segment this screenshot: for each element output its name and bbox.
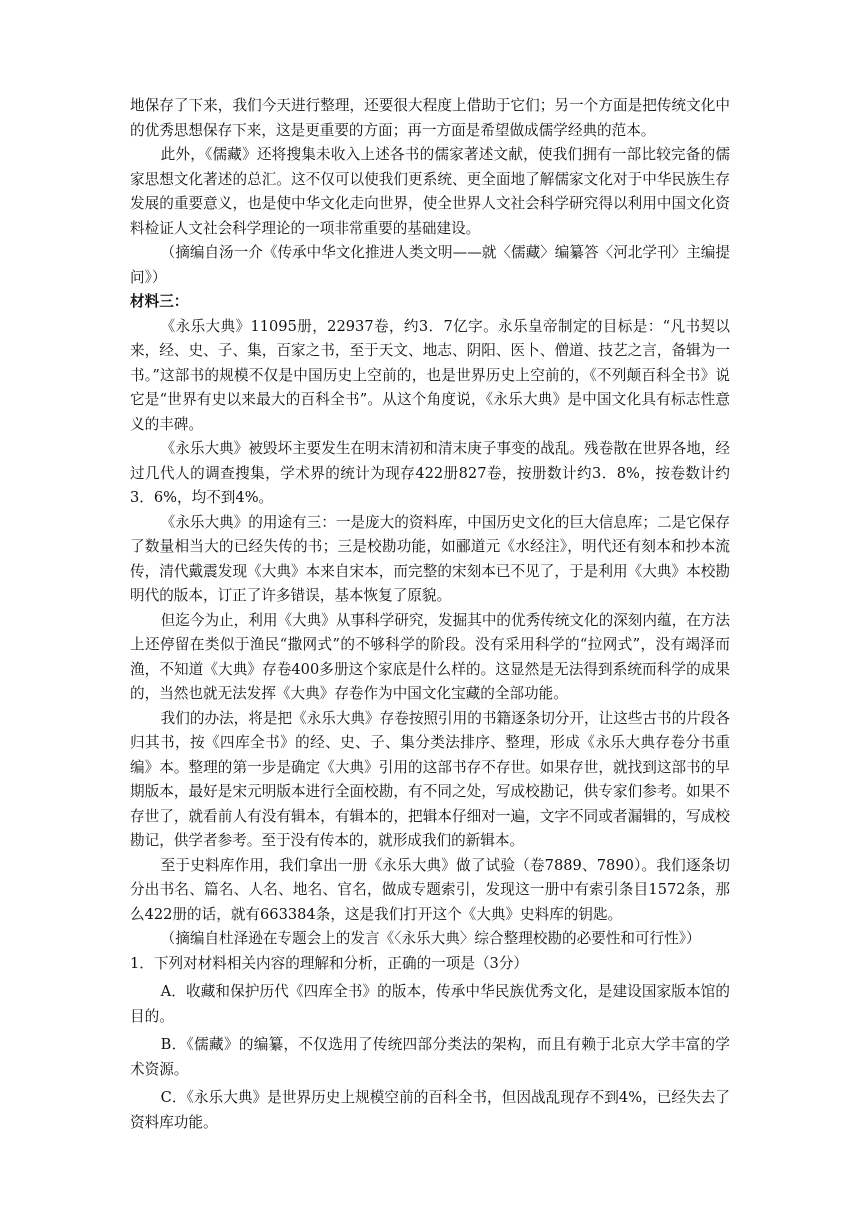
paragraph: 《永乐大典》的用途有三：一是庞大的资料库，中国历史文化的巨大信息库；二是它保存了数量相当大的已经失传的书；三是校勘功能，如郦道元《水经注》，明代还有刻本和抄本流传，清代戴震发现《大典》本来自宋本，而完整的宋刻本已不见了，于是利用《大典》本校勘明代的版本，订正了许多错误，基本恢复了原貌。 (130, 513, 730, 604)
paragraph: 《永乐大典》11095册，22937卷，约3．7亿字。永乐皇帝制定的目标是：“凡书契以来，经、史、子、集，百家之书，至于天文、地志、阴阳、医卜、僧道、技艺之言，备辑为一书。”这部书的规模不仅是中国历史上空前的，也是世界历史上空前的，《不列颠百科全书》说它是“世界有史以来最大的百科全书”。从这个角度说，《永乐大典》是中国文化具有标志性意义的丰碑。 (130, 317, 730, 433)
source-citation: （摘编自杜泽逊在专题会上的发言《〈永乐大典〉综合整理校勘的必要性和可行性》） (160, 930, 701, 947)
paragraph: 《永乐大典》被毁坏主要发生在明末清初和清末庚子事变的战乱。残卷散在世界各地，经过几代人的调查搜集，学术界的统计为现存422册827卷，按册数计约3．8%，按卷数计约3．6%，均不到4%。 (130, 440, 730, 506)
document-page (130, 94, 730, 1135)
paragraph: 至于史料库作用，我们拿出一册《永乐大典》做了试验（卷7889、7890）。我们逐条切分出书名、篇名、人名、地名、官名，做成专题索引，发现这一册中有索引条目1572条，那么422册的话，就有663384条，这是我们打开这个《大典》史料库的钥匙。 (130, 856, 730, 923)
question-option-c: C．《永乐大典》是世界历史上规模空前的百科全书，但因战乱现存不到4%，已经失去了资料库功能。 (130, 1089, 730, 1131)
question-option-a: A．收藏和保护历代《四库全书》的版本，传承中华民族优秀文化，是建设国家版本馆的目的。 (130, 983, 730, 1025)
paragraph: 我们的办法，将是把《永乐大典》存卷按照引用的书籍逐条切分开，让这些古书的片段各归其书，按《四库全书》的经、史、子、集分类法排序、整理，形成《永乐大典存卷分书重编》本。整理的第一步是确定《大典》引用的这部书存不存世。如果存世，就找到这部书的早期版本，最好是宋元明版本进行全面校勘，有不同之处，写成校勘记，供专家们参考。如果不存世了，就看前人有没有辑本，有辑本的，把辑本仔细对一遍，文字不同或者漏辑的，写成校勘记，供学者参考。至于没有传本的，就形成我们的新辑本。 (130, 709, 730, 849)
paragraph: 但迄今为止，利用《大典》从事科学研究，发掘其中的优秀传统文化的深刻内蕴，在方法上还停留在类似于渔民“撒网式”的不够科学的阶段。没有采用科学的“拉网式”，没有竭泽而渔，不知道《大典》存卷400多册这个家底是什么样的。这显然是无法得到系统而科学的成果的，当然也就无法发挥《大典》存卷作为中国文化宝藏的全部功能。 (130, 611, 730, 702)
paragraph: 此外，《儒藏》还将搜集未收入上述各书的儒家著述文献，使我们拥有一部比较完备的儒家思想文化著述的总汇。这不仅可以使我们更系统、更全面地了解儒家文化对于中华民族生存发展的重要意义，也是使中华文化走向世界，使全世界人文社会科学研究得以利用中国文化资料检证人文社会科学理论的一项非常重要的基础建设。 (130, 146, 730, 237)
paragraph: 地保存了下来，我们今天进行整理，还要很大程度上借助于它们；另一个方面是把传统文化中的优秀思想保存下来，这是更重要的方面；再一方面是希望做成儒学经典的范本。 (130, 97, 730, 139)
source-citation: （摘编自汤一介《传承中华文化推进人类文明——就〈儒藏〉编纂答〈河北学刊〉主编提问》） (130, 244, 730, 286)
question-option-b: B．《儒藏》的编纂，不仅选用了传统四部分类法的架构，而且有赖于北京大学丰富的学术资源。 (130, 1036, 730, 1078)
section-heading-material-3: 材料三： (130, 293, 189, 310)
question-stem: 1．下列对材料相关内容的理解和分析，正确的一项是（3分） (130, 954, 529, 972)
